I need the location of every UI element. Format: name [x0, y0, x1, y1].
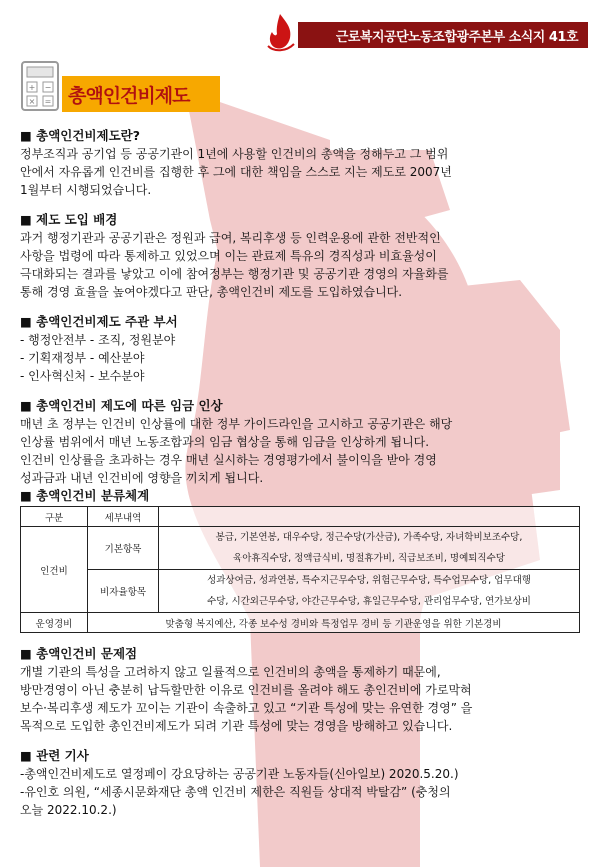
section-heading: ■ 제도 도입 배경 [20, 212, 118, 227]
section-heading: ■ 총액인건비제도 주관 부서 [20, 314, 178, 329]
section-heading: ■ 관련 기사 [20, 748, 89, 763]
paragraph-line: 통해 경영 효율을 높여야겠다고 판단, 총액인건비 제도를 도입하였습니다. [20, 285, 403, 299]
list-item: - 인사혁신처 - 보수분야 [20, 369, 145, 383]
section-heading: ■ 총액인건비 분류체계 [20, 488, 150, 503]
svg-text:−: − [44, 83, 52, 92]
paragraph-line: 1월부터 시행되었습니다. [20, 183, 152, 197]
svg-text:×: × [28, 97, 36, 106]
table-cell: 맞춤형 복지예산, 각종 보수성 경비와 특정업무 경비 등 기관운영을 위한 기본경비 [88, 613, 580, 633]
section-heading: ■ 총액인건비제도란? [20, 128, 141, 143]
paragraph-line: 보수·복리후생 제도가 꼬이는 기관이 속출하고 있고 “기관 특성에 맞는 유연한 경영” 을 [20, 701, 473, 715]
table-group-label: 인건비 [21, 527, 88, 613]
table-header-blank [159, 507, 580, 527]
table-cell-line: 봉급, 기본연봉, 대우수당, 정근수당(가산금), 가족수당, 자녀학비보조수당, [215, 532, 523, 543]
page-title-box [62, 76, 220, 112]
article-link: 오늘 2022.10.2.) [20, 803, 117, 817]
svg-text:+: + [28, 83, 36, 92]
table-subgroup-label: 비자율항목 [88, 570, 159, 613]
paragraph-line: 극대화되는 결과를 낳았고 이에 참여정부는 행정기관 및 공공기관 경영의 자율화를 [20, 267, 449, 281]
table-cell-line: 육아휴직수당, 정액급식비, 명절휴가비, 직급보조비, 명예퇴직수당 [233, 553, 505, 564]
flame-logo-icon [264, 12, 296, 52]
paragraph-line: 목적으로 도입한 총인건비제도가 되려 기관 특성에 맞는 경영을 방해하고 있습니다. [20, 719, 453, 733]
paragraph-line: 사항을 법령에 따라 통제하고 있었으며 이는 관료제 특유의 경직성과 비효율성이 [20, 249, 437, 263]
list-item: - 행정안전부 - 조직, 정원분야 [20, 333, 176, 347]
calculator-icon [20, 60, 60, 112]
article-link: -총액인건비제도로 열정페이 강요당하는 공공기관 노동자들(신아일보) 2020.5.20.) [20, 767, 459, 781]
table-header: 구분 [21, 507, 88, 527]
list-item: - 기획재정부 - 예산분야 [20, 351, 145, 365]
paragraph-line: 매년 초 정부는 인건비 인상률에 대한 정부 가이드라인을 고시하고 공공기관은 해당 [20, 417, 453, 431]
table-cell-line: 성과상여금, 성과연봉, 특수지근무수당, 위험근무수당, 특수업무수당, 업무대행 [207, 575, 531, 586]
table-group-label: 운영경비 [21, 613, 88, 633]
table-header: 세부내역 [88, 507, 159, 527]
paragraph-line: 과거 행정기관과 공공기관은 정원과 급여, 복리후생 등 인력운용에 관한 전반적인 [20, 231, 441, 245]
table-cell-line: 수당, 시간외근무수당, 야간근무수당, 휴일근무수당, 관리업무수당, 연가보상비 [207, 596, 531, 607]
section-heading: ■ 총액인건비 문제점 [20, 646, 138, 661]
table-cell [159, 527, 580, 570]
paragraph-line: 정부조직과 공기업 등 공공기관이 1년에 사용할 인건비의 총액을 정해두고 그 범위 [20, 147, 449, 161]
page-title: 총액인건비제도 [68, 85, 190, 107]
paragraph-line: 성과금과 내년 인건비에 영향을 끼치게 됩니다. [20, 471, 264, 485]
newsletter-header-bar [298, 22, 588, 48]
newsletter-title: 근로복지공단노동조합광주본부 소식지 41호 [335, 30, 578, 45]
classification-table [20, 506, 580, 633]
table-subgroup-label: 기본항목 [88, 527, 159, 570]
paragraph-line: 안에서 자유롭게 인건비를 집행한 후 그에 대한 책임을 스스로 지는 제도로 2007년 [20, 165, 452, 179]
paragraph-line: 방만경영이 아닌 충분히 납득할만한 이유로 인건비를 올려야 해도 총인건비에 가로막혀 [20, 683, 472, 697]
paragraph-line: 인건비 인상률을 초과하는 경우 매년 실시하는 경영평가에서 불이익을 받아 경영 [20, 453, 437, 467]
paragraph-line: 개별 기관의 특성을 고려하지 않고 일률적으로 인건비의 총액을 통제하기 때문에, [20, 665, 441, 679]
article-link: -유인호 의원, “세종시문화재단 총액 인건비 제한은 직원들 상대적 박탈감” (충청의 [20, 785, 451, 799]
paragraph-line: 인상률 범위에서 매년 노동조합과의 임금 협상을 통해 임금을 인상하게 됩니다. [20, 435, 430, 449]
table-cell [159, 570, 580, 613]
svg-text:=: = [44, 97, 52, 106]
section-heading: ■ 총액인건비 제도에 따른 임금 인상 [20, 398, 223, 413]
